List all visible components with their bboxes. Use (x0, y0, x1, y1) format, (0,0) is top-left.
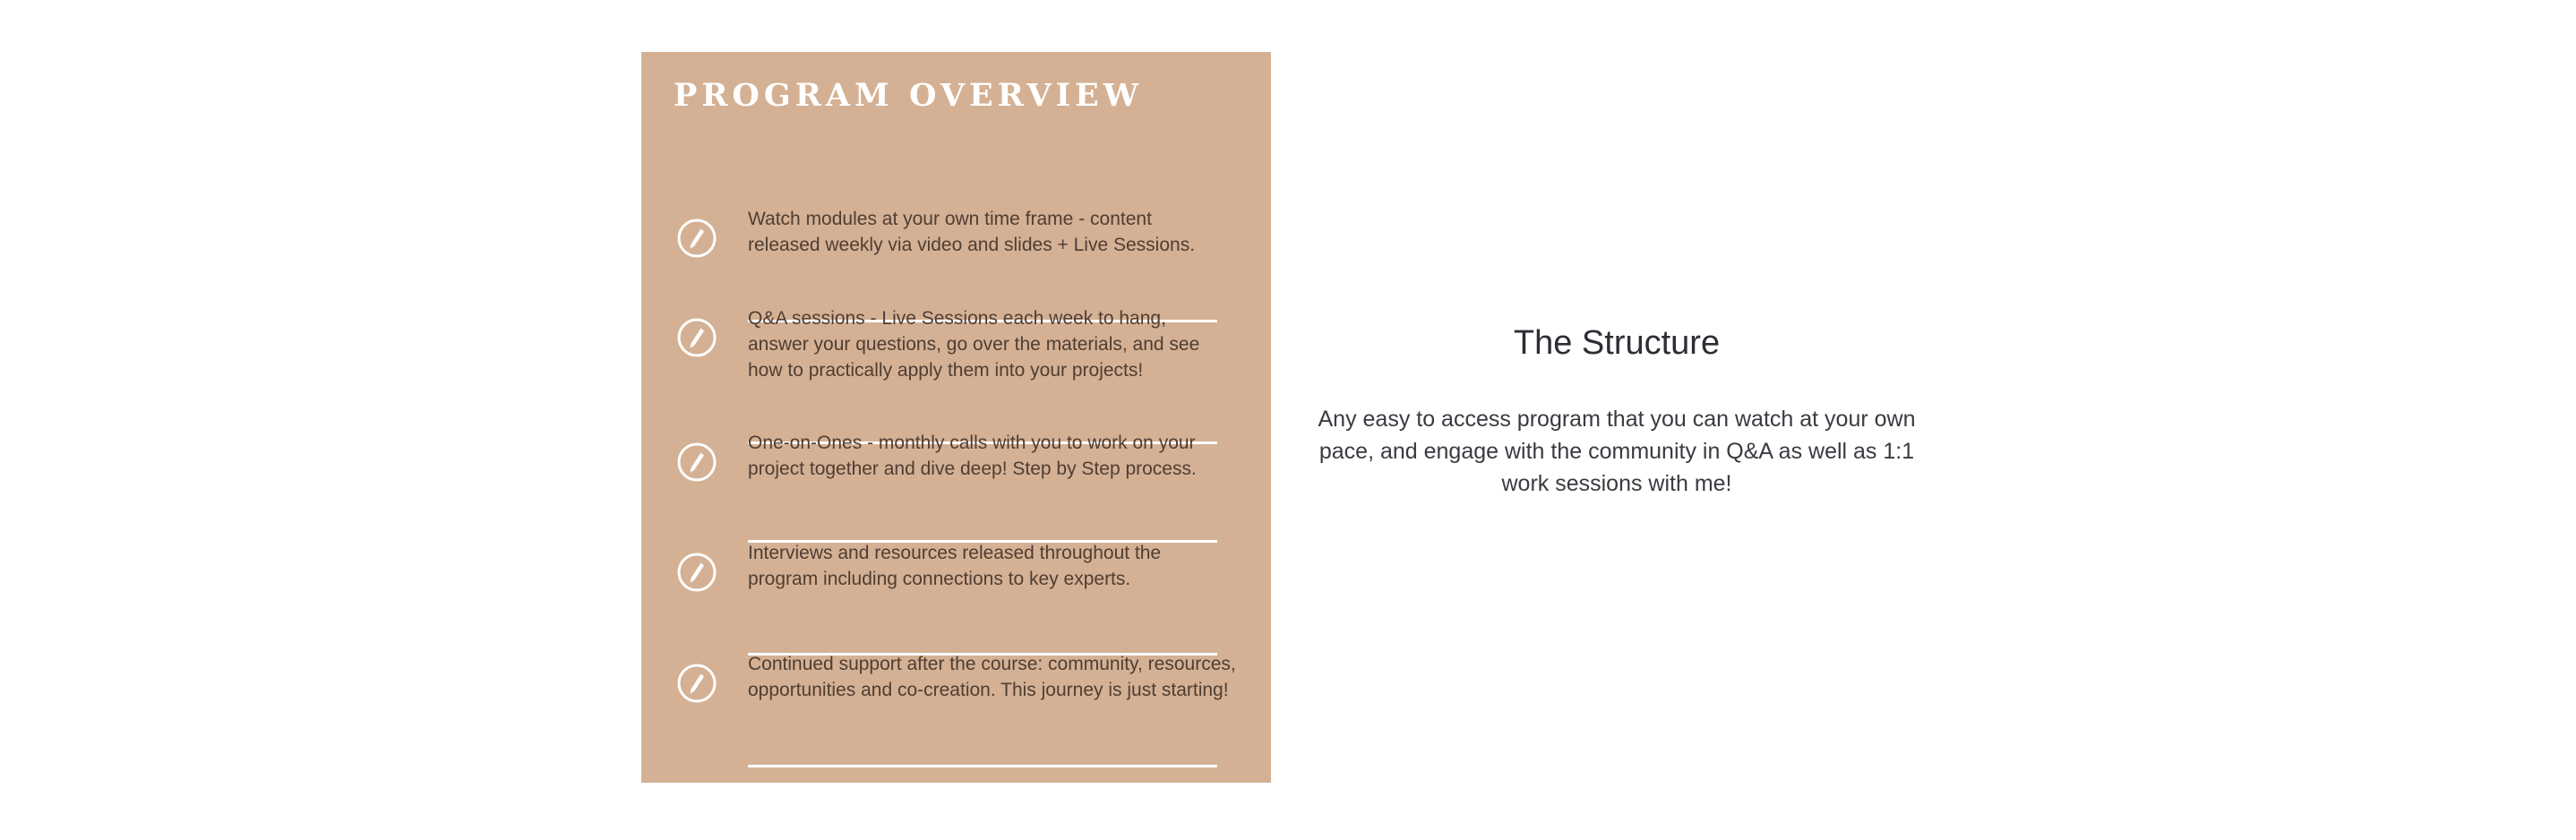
pencil-icon (677, 664, 717, 703)
pencil-icon (677, 442, 717, 482)
overview-item-line: answer your questions, go over the materials, and see (748, 334, 1200, 355)
structure-line: pace, and engage with the community in Q&A as well as 1:1 (1318, 439, 1915, 464)
overview-item-text (748, 430, 1249, 482)
overview-item-line: released weekly via video and slides + Live Sessions. (748, 235, 1196, 255)
overview-item-line: Watch modules at your own time frame - content (748, 209, 1152, 229)
structure-line: work sessions with me! (1501, 471, 1732, 496)
structure-title: The Structure (1513, 324, 1721, 362)
overview-item-line: how to practically apply them into your projects! (748, 360, 1144, 381)
overview-item-line: Q&A sessions - Live Sessions each week to hang, (748, 308, 1166, 329)
structure-section (1317, 322, 1917, 500)
overview-item-line: program including connections to key experts. (748, 569, 1131, 589)
overview-item-text (748, 206, 1249, 258)
pencil-icon (677, 219, 717, 258)
pencil-icon (677, 318, 717, 357)
program-overview-title: PROGRAM OVERVIEW (674, 77, 1144, 114)
pencil-icon (677, 553, 717, 592)
structure-description (1317, 403, 1917, 500)
item-divider (748, 765, 1217, 767)
program-overview-card (641, 52, 1271, 783)
overview-item-line: One-on-Ones - monthly calls with you to work on your (748, 433, 1196, 453)
overview-item-line: opportunities and co-creation. This journey is just starting! (748, 680, 1229, 700)
overview-item-line: project together and dive deep! Step by Step process. (748, 459, 1197, 479)
overview-item-text (748, 540, 1249, 592)
structure-line: Any easy to access program that you can watch at your own (1318, 407, 1916, 432)
overview-item-line: Interviews and resources released throughout the (748, 543, 1162, 563)
overview-item-text (748, 651, 1249, 703)
overview-item-text (748, 305, 1249, 383)
overview-item-line: Continued support after the course: community, resources, (748, 654, 1236, 674)
